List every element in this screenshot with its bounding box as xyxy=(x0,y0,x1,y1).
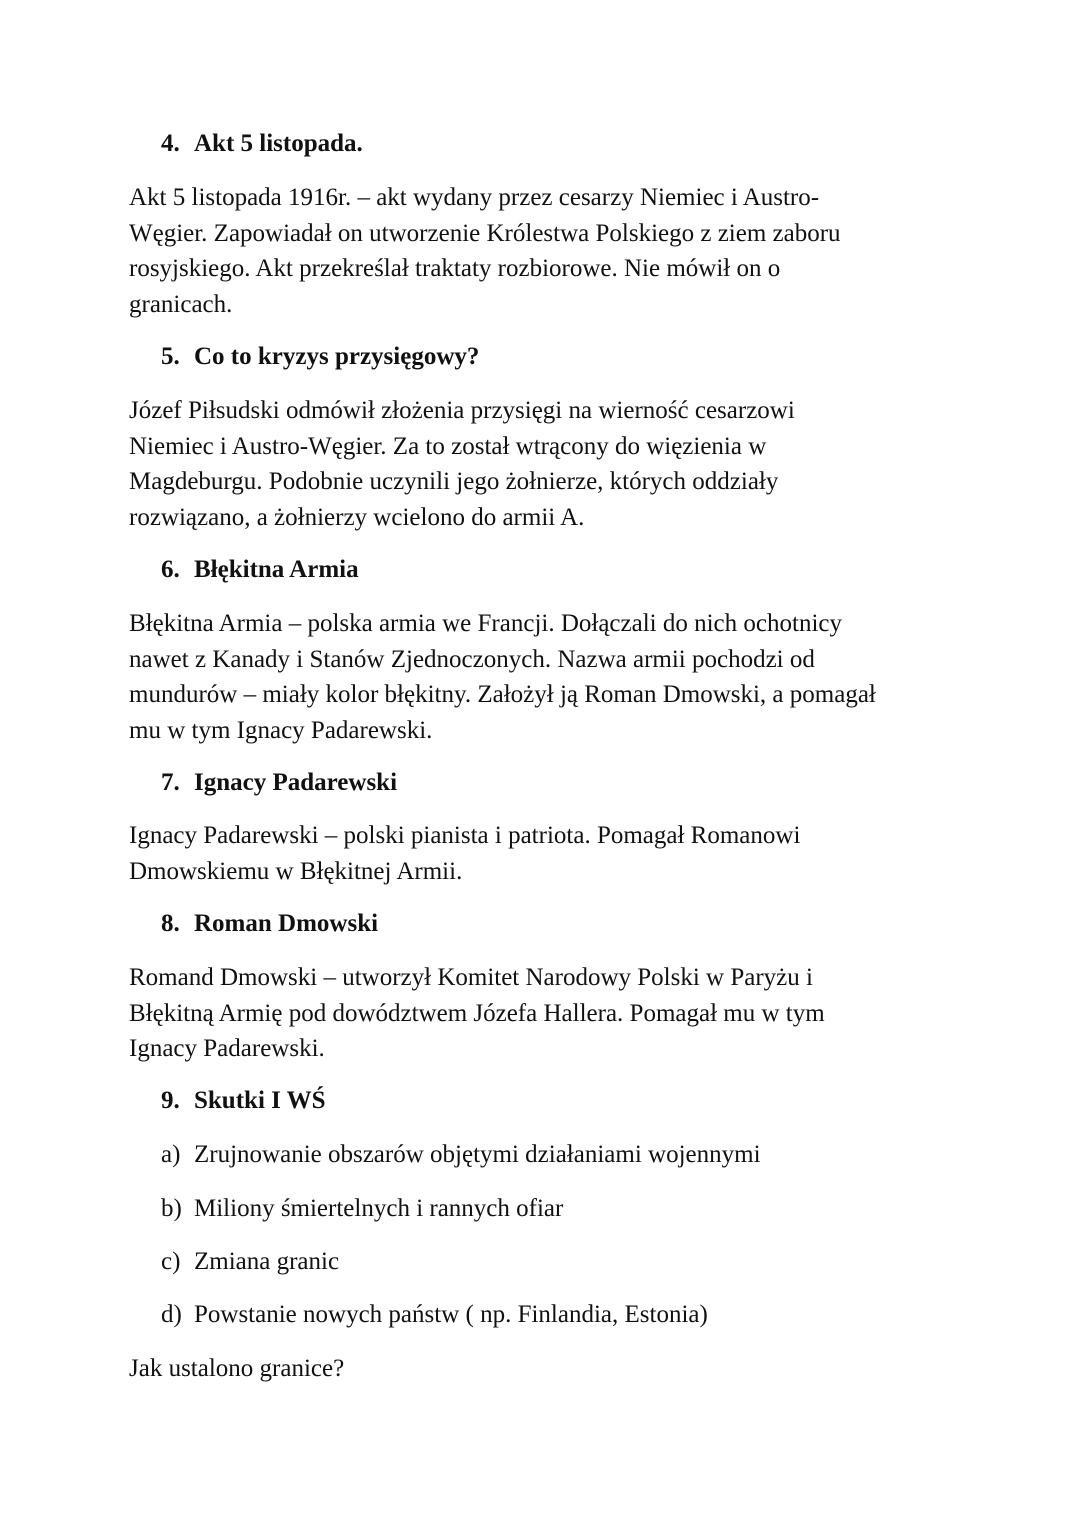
section-heading-5 xyxy=(161,342,479,372)
paragraph-line: mundurów – miały kolor błękitny. Założył ją Roman Dmowski, a pomagał xyxy=(129,681,876,708)
list-item xyxy=(161,1140,761,1170)
section-number: 6. xyxy=(161,556,180,583)
paragraph-line: Akt 5 listopada 1916r. – akt wydany przez cesarzy Niemiec i Austro- xyxy=(129,184,820,211)
section-heading-7 xyxy=(161,768,397,798)
list-marker: d) xyxy=(161,1301,182,1328)
list-marker: b) xyxy=(161,1195,182,1222)
section-paragraph-6 xyxy=(129,606,989,748)
section-number: 4. xyxy=(161,130,180,157)
section-number: 5. xyxy=(161,343,180,370)
list-marker: c) xyxy=(161,1248,181,1275)
section-paragraph-7 xyxy=(129,818,989,889)
paragraph-line: Ignacy Padarewski – polski pianista i patriota. Pomagał Romanowi xyxy=(129,822,801,849)
list-marker: a) xyxy=(161,1141,181,1168)
section-title: Co to kryzys przysięgowy? xyxy=(194,343,480,370)
section-number: 9. xyxy=(161,1087,180,1114)
paragraph-line: Ignacy Padarewski. xyxy=(129,1035,325,1062)
section-title: Błękitna Armia xyxy=(194,556,359,583)
paragraph-line: Niemiec i Austro-Węgier. Za to został wtrącony do więzienia w xyxy=(129,432,767,460)
list-item-text: Zmiana granic xyxy=(194,1248,340,1275)
paragraph-line: rozwiązano, a żołnierzy wcielono do armii A. xyxy=(129,503,585,531)
section-heading-8 xyxy=(161,909,378,939)
paragraph-line: rosyjskiego. Akt przekreślał traktaty rozbiorowe. Nie mówił on o xyxy=(129,255,781,282)
paragraph-line: Dmowskiemu w Błękitnej Armii. xyxy=(129,857,463,885)
paragraph-line: Błękitną Armię pod dowództwem Józefa Hallera. Pomagał mu w tym xyxy=(129,999,825,1027)
list-item-text: Powstanie nowych państw ( np. Finlandia, Estonia) xyxy=(194,1301,708,1328)
list-item xyxy=(161,1300,708,1330)
paragraph-line: mu w tym Ignacy Padarewski. xyxy=(129,716,433,744)
paragraph-line: Romand Dmowski – utworzył Komitet Narodowy Polski w Paryżu i xyxy=(129,964,813,991)
list-item-text: Zrujnowanie obszarów objętymi działaniami wojennymi xyxy=(194,1141,761,1168)
paragraph-line: granicach. xyxy=(129,290,233,318)
section-heading-4 xyxy=(161,129,363,159)
section-title: Akt 5 listopada. xyxy=(194,130,363,157)
paragraph-line: nawet z Kanady i Stanów Zjednoczonych. Nazwa armii pochodzi od xyxy=(129,645,815,673)
section-paragraph-4 xyxy=(129,180,989,322)
paragraph-line: Magdeburgu. Podobnie uczynili jego żołnierze, których oddziały xyxy=(129,468,779,495)
paragraph-line: Błękitna Armia – polska armia we Francji. Dołączali do nich ochotnicy xyxy=(129,610,842,637)
section-paragraph-8 xyxy=(129,960,989,1067)
section-title: Roman Dmowski xyxy=(194,910,379,937)
section-paragraph-5 xyxy=(129,393,989,535)
list-item xyxy=(161,1247,339,1277)
paragraph-line: Węgier. Zapowiadał on utworzenie Królestwa Polskiego z ziem zaboru xyxy=(129,219,841,247)
section-title: Skutki I WŚ xyxy=(194,1087,326,1114)
section-title: Ignacy Padarewski xyxy=(194,769,398,796)
section-number: 8. xyxy=(161,910,180,937)
list-item-text: Miliony śmiertelnych i rannych ofiar xyxy=(194,1195,564,1222)
section-number: 7. xyxy=(161,769,180,796)
closing-question: Jak ustalono granice? xyxy=(129,1355,345,1382)
section-heading-6 xyxy=(161,555,359,585)
list-item xyxy=(161,1194,563,1224)
section-heading-9 xyxy=(161,1086,326,1116)
paragraph-line: Józef Piłsudski odmówił złożenia przysięgi na wierność cesarzowi xyxy=(129,397,795,424)
